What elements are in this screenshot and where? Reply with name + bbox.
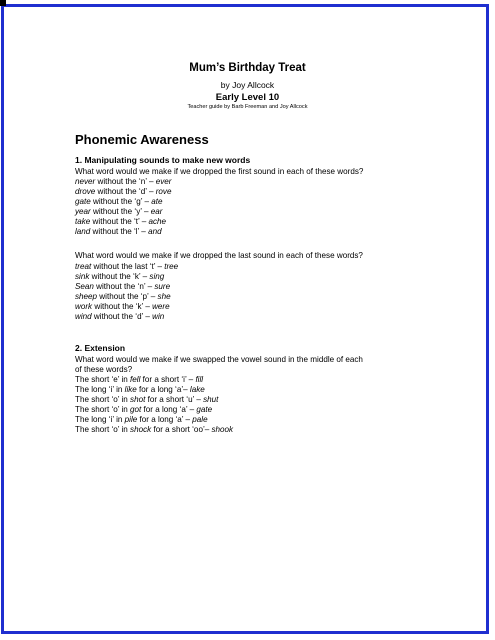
last-item: sink without the ‘k’ – sing [75, 272, 165, 281]
level-label: Early Level 10 [215, 92, 280, 103]
part1-heading: 1. Manipulating sounds to make new words [75, 155, 251, 165]
extension-item: The short ‘o’ in got for a long ‘a’ – gate [75, 405, 213, 414]
first-item: year without the ‘y’ – ear [75, 207, 163, 216]
first-item: drove without the ‘d’ – rove [75, 187, 172, 196]
first-item: gate without the ‘g’ – ate [75, 197, 163, 206]
last-item: sheep without the ‘p’ – she [75, 292, 171, 301]
section-title: Phonemic Awareness [75, 132, 209, 147]
extension-item: The long ‘i’ in like for a long ‘a’– lake [75, 385, 205, 394]
extension-item: The short ‘e’ in fell for a short ‘i’ – fill [75, 375, 204, 384]
guide-credit: Teacher guide by Barb Freeman and Joy Allcock [187, 104, 308, 110]
last-sound-prompt: What word would we make if we dropped the last sound in each of these words? [75, 251, 363, 260]
last-item: treat without the last ‘t’ – tree [75, 262, 179, 271]
extension-prompt: What word would we make if we swapped the vowel sound in the middle of each [75, 355, 363, 364]
extension-item: The short ‘o’ in shock for a short ‘oo’– shook [75, 425, 234, 434]
extension-item: The short ‘o’ in shot for a short ‘u’ – shut [75, 395, 219, 404]
document-title: Mum’s Birthday Treat [189, 62, 306, 74]
part2-heading: 2. Extension [75, 343, 126, 353]
last-item: work without the ‘k’ – were [75, 302, 170, 311]
last-item: Sean without the ‘n’ – sure [75, 282, 171, 291]
author-line: by Joy Allcock [220, 80, 275, 90]
first-item: never without the ‘n’ – ever [75, 177, 172, 186]
first-sound-prompt: What word would we make if we dropped the first sound in each of these words? [75, 167, 364, 176]
last-item: wind without the ‘d’ – win [75, 312, 165, 321]
first-item: take without the ‘t’ – ache [75, 217, 167, 226]
extension-prompt-cont: of these words? [75, 365, 133, 374]
first-item: land without the ‘l’ – and [75, 227, 162, 236]
corner-mark [0, 0, 6, 6]
extension-item: The long ‘i’ in pile for a long ‘a’ – pale [75, 415, 208, 424]
